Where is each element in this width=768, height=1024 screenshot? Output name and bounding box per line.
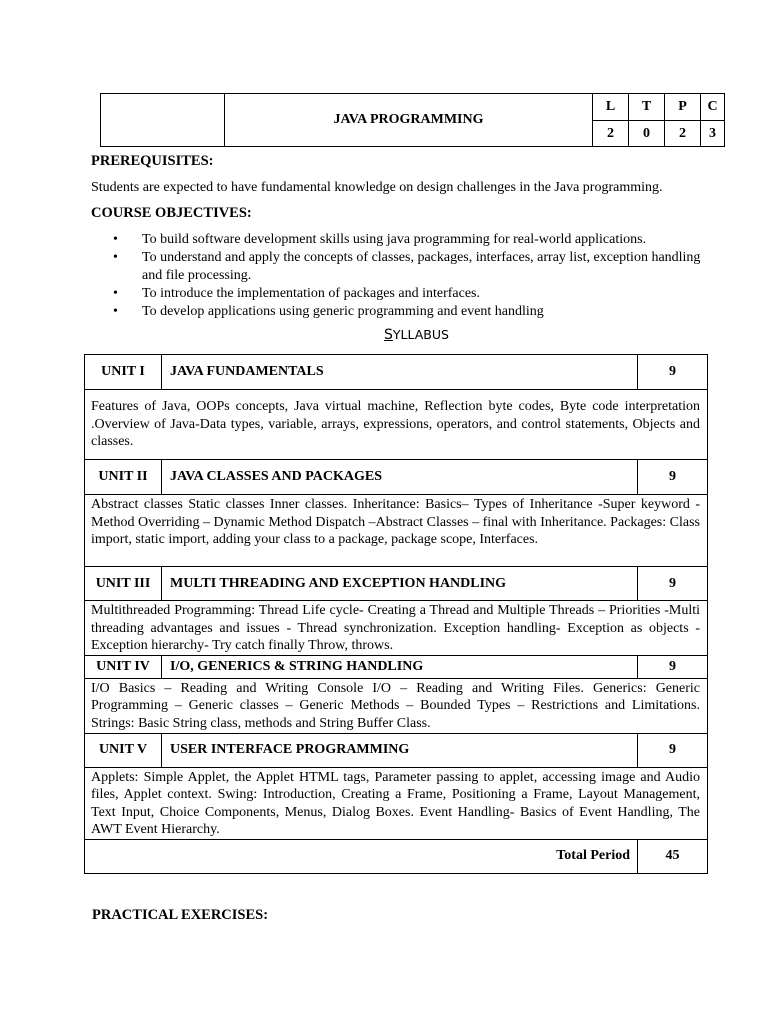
unit-title: MULTI THREADING AND EXCEPTION HANDLING <box>162 567 638 601</box>
ltpc-value-t: 0 <box>629 121 665 147</box>
unit-title: USER INTERFACE PROGRAMMING <box>162 733 638 767</box>
unit-title: JAVA CLASSES AND PACKAGES <box>162 460 638 495</box>
unit-label: UNIT IV <box>85 655 162 678</box>
ltpc-header-c: C <box>701 94 725 121</box>
objective-item: • To build software development skills using java programming for real-world applications. <box>113 232 647 247</box>
ltpc-header-p: P <box>665 94 701 121</box>
bullet-icon: • <box>113 232 118 247</box>
unit-title: JAVA FUNDAMENTALS <box>162 355 638 390</box>
objectives-list <box>91 231 701 321</box>
unit-hours: 9 <box>638 567 708 601</box>
unit-label: UNIT II <box>85 460 162 495</box>
unit-label: UNIT I <box>85 355 162 390</box>
unit-content: Multithreaded Programming: Thread Life cycle- Creating a Thread and Multiple Threads – Priorities -Multi threading advantages and issues - Thread synchronization. Exception handling- Exception as objects -Exception hierarchy- Try catch finally Throw, throws. <box>85 601 708 656</box>
unit-hours: 9 <box>638 460 708 495</box>
unit-content: Abstract classes Static classes Inner classes. Inheritance: Basics– Types of Inheritance -Super keyword -Method Overriding – Dynamic Method Dispatch –Abstract Classes – final with Inheritance. Packages: Class import, static import, adding your class to a package, package scope, Interfaces. <box>85 495 708 567</box>
prerequisites-heading: PREREQUISITES: <box>91 153 214 169</box>
unit-content: I/O Basics – Reading and Writing Console I/O – Reading and Writing Files. Generics: Generic Programming – Generic classes – Generic Methods – Bounded Types – Restrictions and Limitations. Strings: Basic String class, methods and String Buffer Class. <box>85 678 708 733</box>
syllabus-table <box>84 354 708 874</box>
ltpc-value-l: 2 <box>593 121 629 147</box>
unit-title: I/O, GENERICS & STRING HANDLING <box>162 655 638 678</box>
unit-hours: 9 <box>638 355 708 390</box>
practical-heading: PRACTICAL EXERCISES: <box>92 907 269 923</box>
unit-label: UNIT V <box>85 733 162 767</box>
ltpc-header-t: T <box>629 94 665 121</box>
unit-content: Applets: Simple Applet, the Applet HTML tags, Parameter passing to applet, accessing image and Audio files, Applet context. Swing: Introduction, Creating a Frame, Positioning a Frame, Layout Management, Text Input, Choice Components, Menus, Dialog Boxes. Event Handling- Basics of Event Handling, The AWT Event Hierarchy. <box>85 767 708 839</box>
course-header-table <box>100 93 725 147</box>
objective-item: • To understand and apply the concepts of classes, packages, interfaces, array list, exception handling and file processing. <box>113 250 701 283</box>
unit-hours: 9 <box>638 655 708 678</box>
ltpc-header-l: L <box>593 94 629 121</box>
ltpc-value-p: 2 <box>665 121 701 147</box>
prerequisites-text: Students are expected to have fundamental knowledge on design challenges in the Java programming. <box>91 180 663 195</box>
objective-item: • To introduce the implementation of packages and interfaces. <box>113 286 481 301</box>
objective-item: • To develop applications using generic programming and event handling <box>113 304 544 319</box>
ltpc-value-c: 3 <box>701 121 725 147</box>
total-period-value: 45 <box>638 839 708 873</box>
course-title: JAVA PROGRAMMING <box>225 94 593 147</box>
course-code-cell <box>101 94 225 147</box>
bullet-icon: • <box>113 250 118 265</box>
unit-label: UNIT III <box>85 567 162 601</box>
unit-hours: 9 <box>638 733 708 767</box>
objectives-heading: COURSE OBJECTIVES: <box>91 205 252 221</box>
unit-content: Features of Java, OOPs concepts, Java virtual machine, Reflection byte codes, Byte code interpretation .Overview of Java-Data types, variable, arrays, expressions, operators, and control statements, Objects and classes. <box>85 390 708 460</box>
bullet-icon: • <box>113 286 118 301</box>
bullet-icon: • <box>113 304 118 319</box>
syllabus-heading: SYLLABUS <box>384 327 449 343</box>
total-period-label: Total Period <box>85 839 638 873</box>
